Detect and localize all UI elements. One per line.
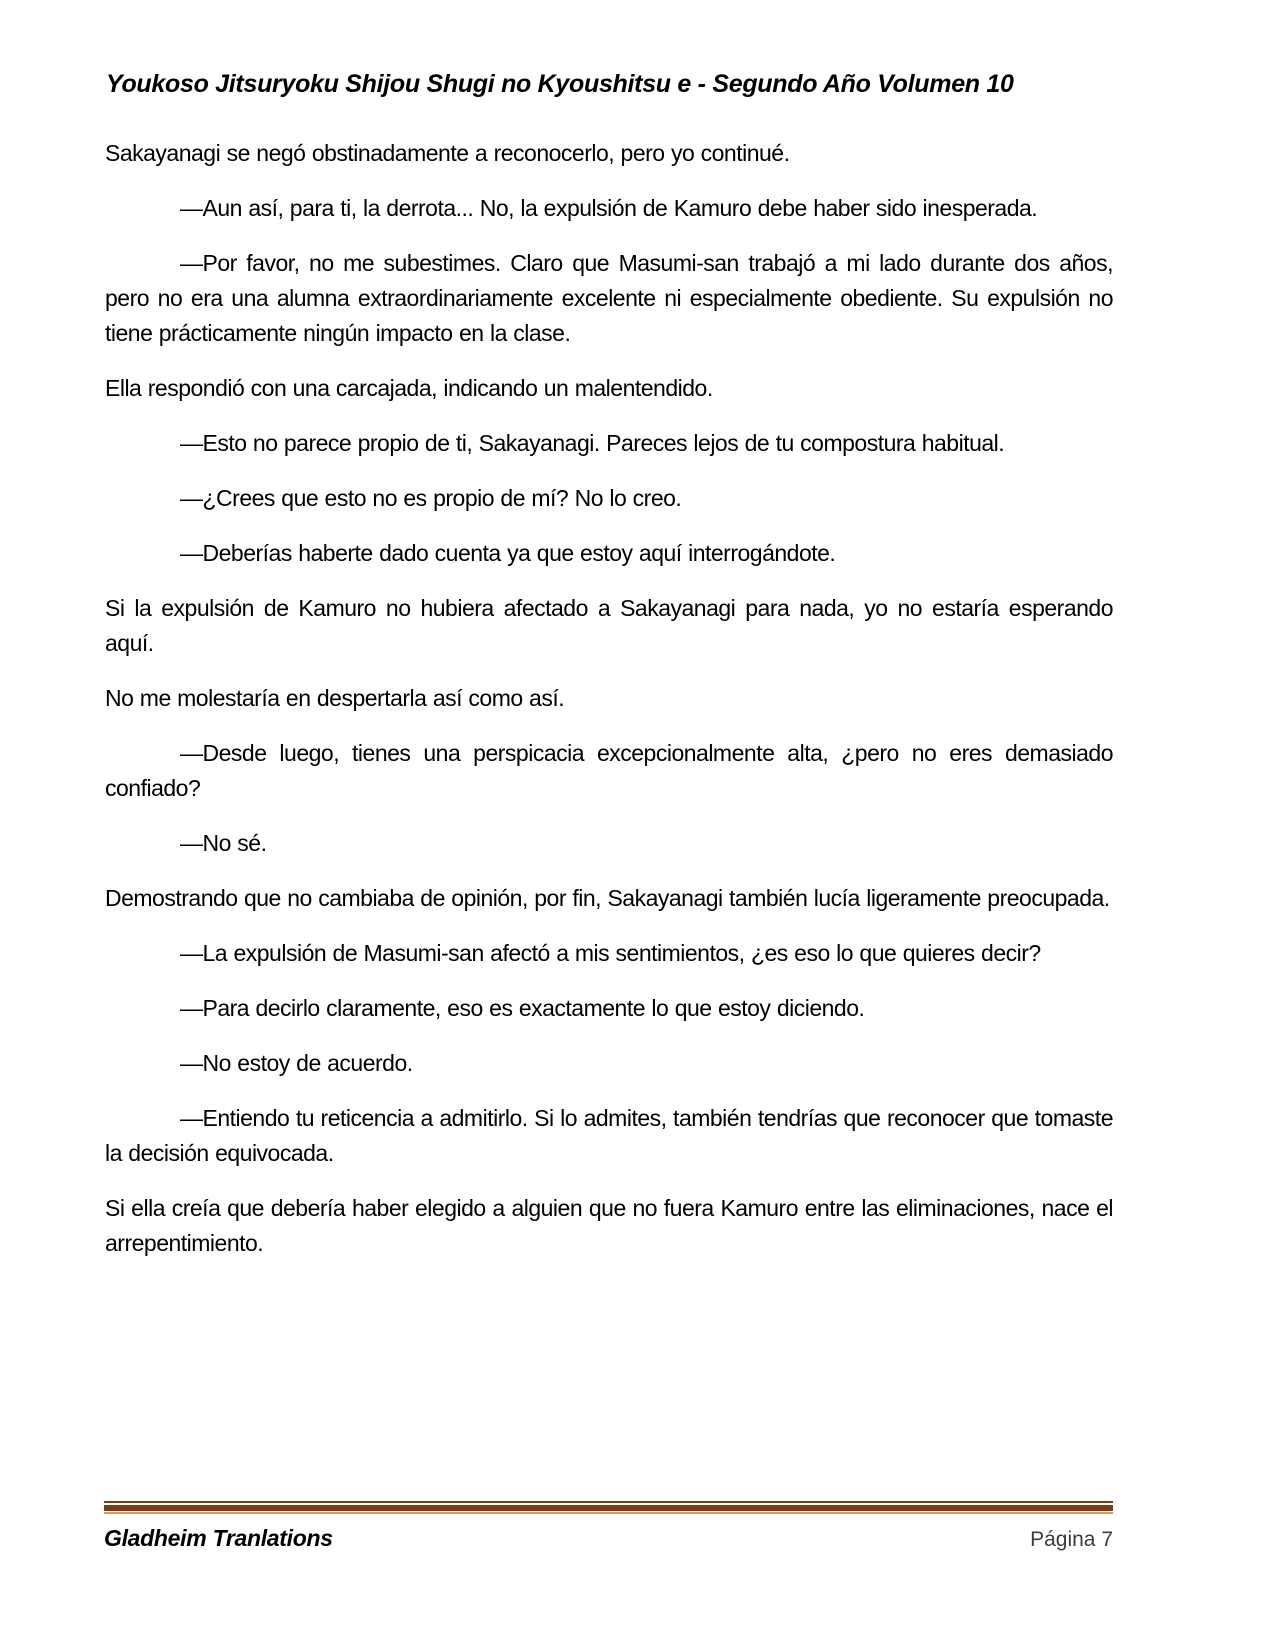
dialogue-paragraph: —No estoy de acuerdo. [180,1050,413,1076]
dialogue-paragraph: —Desde luego, tienes una perspicacia excepcionalmente alta, ¿pero no eres demasiado confiado? [105,740,1113,801]
document-body [105,136,1113,1281]
narration-paragraph: Demostrando que no cambiaba de opinión, por fin, Sakayanagi también lucía ligeramente preocupada. [105,885,1110,911]
footer-divider-thick-bar [104,1505,1113,1511]
footer-text-row [104,1525,1113,1552]
dialogue-paragraph: —No sé. [180,830,267,856]
dialogue-paragraph: —Entiendo tu reticencia a admitirlo. Si lo admites, también tendrías que reconocer que tomaste la decisión equivocada. [105,1105,1113,1166]
dialogue-paragraph: —Esto no parece propio de ti, Sakayanagi. Pareces lejos de tu compostura habitual. [180,430,1005,456]
narration-paragraph: Sakayanagi se negó obstinadamente a reconocerlo, pero yo continué. [105,140,790,166]
narration-paragraph: Si la expulsión de Kamuro no hubiera afectado a Sakayanagi para nada, yo no estaría esperando aquí. [105,595,1113,656]
page-number: Página 7 [1030,1528,1113,1551]
dialogue-paragraph: —Aun así, para ti, la derrota... No, la expulsión de Kamuro debe haber sido inesperada. [180,195,1038,221]
dialogue-paragraph: —Deberías haberte dado cuenta ya que estoy aquí interrogándote. [180,540,836,566]
narration-paragraph: Ella respondió con una carcajada, indicando un malentendido. [105,375,713,401]
footer-divider [104,1501,1113,1514]
dialogue-paragraph: —La expulsión de Masumi-san afectó a mis sentimientos, ¿es eso lo que quieres decir? [180,940,1041,966]
footer-divider-thin-top-line [104,1501,1113,1503]
narration-paragraph: Si ella creía que debería haber elegido a alguien que no fuera Kamuro entre las eliminaciones, nace el arrepentimiento. [105,1195,1113,1256]
narration-paragraph: No me molestaría en despertarla así como así. [105,685,565,711]
page-footer [104,1501,1113,1552]
dialogue-paragraph: —Por favor, no me subestimes. Claro que Masumi-san trabajó a mi lado durante dos años, pero no era una alumna extraordinariamente excelente ni especialmente obediente. Su expulsión no tiene prácticamente ningún impacto en la clase. [105,250,1113,346]
dialogue-paragraph: —Para decirlo claramente, eso es exactamente lo que estoy diciendo. [180,995,865,1021]
translator-credit: Gladheim Tranlations [104,1525,333,1551]
footer-divider-thin-bottom-line [104,1512,1113,1514]
running-header-title: Youkoso Jitsuryoku Shijou Shugi no Kyoushitsu e - Segundo Año Volumen 10 [106,70,1014,98]
page-header [106,70,1112,99]
dialogue-paragraph: —¿Crees que esto no es propio de mí? No lo creo. [180,485,682,511]
